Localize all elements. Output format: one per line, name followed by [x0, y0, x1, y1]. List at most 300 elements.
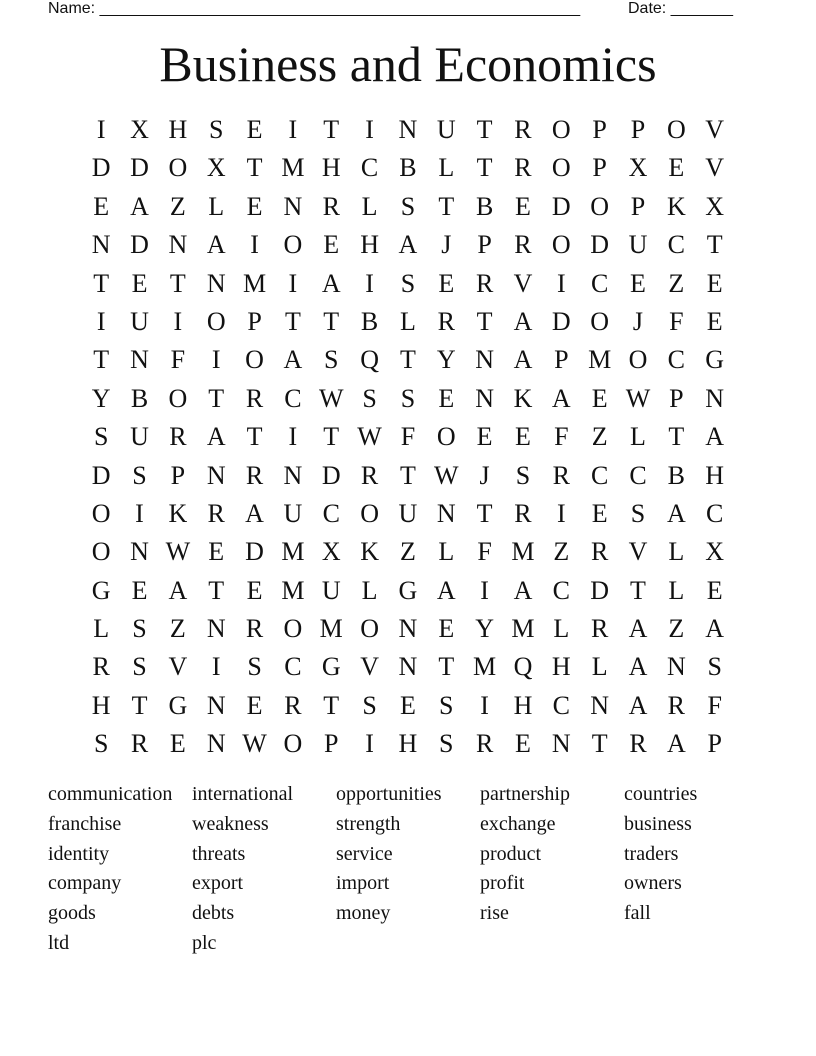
grid-letter: K — [360, 537, 379, 567]
grid-letter: A — [245, 498, 264, 528]
grid-letter: U — [436, 115, 456, 144]
grid-letter: N — [130, 345, 149, 375]
grid-letter: H — [321, 153, 341, 183]
grid-letter: P — [170, 460, 186, 490]
word-list-item: rise — [480, 902, 509, 925]
grid-letter: R — [590, 614, 609, 644]
grid-letter: T — [476, 306, 493, 336]
grid-letter: W — [165, 537, 191, 567]
date-field-label: Date: _______ — [628, 0, 733, 17]
grid-letter: L — [361, 575, 378, 605]
word-list-item: identity — [48, 842, 110, 865]
word-list-item: international — [192, 783, 294, 805]
grid-letter: O — [360, 498, 379, 528]
grid-letter: K — [168, 498, 188, 528]
grid-letter: I — [288, 422, 298, 452]
grid-letter: E — [706, 575, 723, 605]
word-list-item: product — [480, 842, 542, 865]
grid-letter: G — [321, 652, 341, 682]
grid-letter: I — [365, 115, 374, 144]
grid-letter: L — [438, 153, 455, 183]
grid-letter: E — [246, 191, 263, 221]
grid-letter: D — [130, 153, 149, 183]
grid-letter: L — [361, 191, 378, 221]
word-list-item: countries — [624, 783, 698, 805]
grid-letter: E — [438, 614, 455, 644]
page-title: Business and Economics — [159, 36, 657, 92]
grid-letter: I — [96, 115, 106, 144]
grid-letter: O — [283, 729, 303, 759]
grid-letter: R — [322, 191, 340, 221]
grid-letter: R — [514, 153, 532, 183]
word-list-item: export — [192, 872, 244, 895]
grid-letter: R — [245, 460, 264, 490]
grid-letter: T — [706, 230, 723, 260]
grid-letter: I — [480, 690, 489, 720]
grid-letter: E — [131, 575, 148, 605]
grid-letter: T — [591, 729, 608, 759]
grid-letter: T — [476, 498, 493, 528]
grid-letter: F — [170, 345, 186, 375]
grid-letter: M — [281, 153, 305, 183]
grid-letter: A — [206, 422, 226, 452]
grid-letter: Y — [436, 345, 456, 375]
grid-letter: B — [130, 383, 149, 413]
grid-letter: S — [132, 652, 147, 682]
grid-letter: T — [438, 191, 455, 221]
grid-letter: N — [206, 614, 226, 644]
grid-letter: R — [169, 422, 187, 452]
grid-letter: W — [433, 460, 459, 490]
grid-letter: E — [323, 230, 340, 260]
grid-letter: E — [476, 422, 493, 452]
grid-letter: I — [135, 498, 144, 528]
grid-letter: O — [551, 153, 571, 183]
grid-letter: J — [441, 230, 452, 260]
grid-letter: L — [208, 191, 225, 221]
grid-letter: T — [399, 460, 416, 490]
grid-letter: S — [707, 652, 722, 682]
grid-letter: M — [281, 537, 305, 567]
grid-letter: T — [208, 383, 225, 413]
grid-letter: S — [208, 115, 224, 144]
grid-letter: Z — [553, 537, 570, 567]
grid-letter: C — [667, 230, 685, 260]
grid-letter: H — [398, 729, 418, 759]
grid-letter: R — [629, 729, 647, 759]
grid-letter: P — [630, 191, 646, 221]
grid-letter: S — [400, 268, 416, 298]
grid-letter: S — [439, 690, 454, 720]
grid-letter: E — [246, 690, 263, 720]
grid-letter: V — [628, 537, 648, 567]
grid-letter: L — [630, 422, 646, 452]
grid-letter: S — [515, 460, 531, 490]
grid-letter: C — [706, 498, 724, 528]
grid-row — [82, 111, 734, 149]
letter-grid — [82, 111, 734, 764]
grid-letter: A — [666, 729, 686, 759]
grid-letter: I — [556, 498, 566, 528]
grid-letter: M — [511, 614, 535, 644]
grid-letter: R — [92, 652, 110, 682]
grid-letter: E — [515, 729, 531, 759]
grid-letter: N — [705, 383, 725, 413]
grid-letter: J — [479, 460, 490, 490]
word-list-item: traders — [624, 842, 679, 865]
grid-letter: A — [321, 268, 341, 298]
grid-letter: S — [362, 383, 377, 413]
grid-letter: O — [666, 115, 686, 144]
grid-letter: S — [400, 383, 416, 413]
grid-letter: E — [246, 575, 263, 605]
grid-letter: H — [168, 115, 188, 144]
grid-letter: X — [130, 115, 149, 144]
grid-letter: O — [206, 306, 226, 336]
grid-letter: B — [399, 153, 417, 183]
word-list-item: debts — [192, 902, 235, 925]
grid-letter: H — [705, 460, 725, 490]
grid-letter: A — [628, 652, 648, 682]
word-list-item: ltd — [48, 931, 70, 954]
grid-letter: T — [246, 422, 263, 452]
grid-letter: T — [93, 268, 110, 298]
grid-letter: P — [477, 230, 492, 260]
grid-letter: I — [556, 268, 566, 298]
grid-letter: Y — [91, 383, 111, 413]
grid-letter: S — [247, 652, 262, 682]
word-list-item: business — [624, 812, 692, 835]
grid-letter: O — [590, 306, 610, 336]
grid-letter: F — [669, 306, 684, 336]
grid-letter: T — [93, 345, 110, 375]
grid-letter: O — [436, 422, 456, 452]
grid-letter: M — [473, 652, 497, 682]
grid-letter: L — [668, 537, 685, 567]
word-list-item: plc — [192, 931, 217, 954]
grid-letter: P — [707, 729, 722, 759]
grid-letter: O — [91, 498, 111, 528]
grid-letter: M — [319, 614, 343, 644]
grid-letter: V — [705, 115, 725, 144]
word-list-item: money — [336, 902, 391, 925]
grid-letter: O — [283, 614, 303, 644]
grid-letter: Z — [399, 537, 416, 567]
grid-letter: S — [93, 729, 109, 759]
grid-letter: A — [628, 690, 648, 720]
word-list-item: strength — [336, 812, 401, 835]
word-list-item: import — [336, 872, 390, 895]
grid-letter: O — [628, 345, 648, 375]
grid-letter: E — [668, 153, 685, 183]
grid-letter: D — [590, 575, 610, 605]
grid-letter: E — [706, 268, 723, 298]
grid-letter: L — [438, 537, 455, 567]
word-list-item: exchange — [480, 812, 556, 835]
grid-letter: C — [629, 460, 647, 490]
grid-letter: U — [628, 230, 648, 260]
grid-letter: X — [705, 191, 725, 221]
grid-letter: N — [398, 652, 418, 682]
grid-row — [82, 341, 734, 379]
grid-letter: G — [91, 575, 111, 605]
grid-letter: A — [398, 230, 418, 260]
grid-letter: A — [513, 575, 533, 605]
grid-letter: V — [513, 268, 533, 298]
grid-letter: A — [206, 230, 226, 260]
grid-letter: T — [438, 652, 455, 682]
grid-row — [82, 149, 734, 187]
grid-row — [82, 533, 734, 571]
grid-letter: N — [168, 230, 188, 260]
grid-letter: E — [399, 690, 416, 720]
grid-letter: A — [705, 614, 725, 644]
grid-letter: X — [705, 537, 725, 567]
grid-letter: E — [246, 115, 263, 144]
grid-letter: E — [131, 268, 148, 298]
grid-letter: C — [360, 153, 379, 183]
grid-letter: Z — [668, 268, 685, 298]
grid-letter: C — [552, 690, 570, 720]
word-list-item: partnership — [480, 783, 570, 805]
grid-letter: I — [96, 306, 106, 336]
grid-letter: T — [323, 306, 340, 336]
grid-letter: L — [668, 575, 685, 605]
grid-letter: G — [705, 345, 725, 375]
grid-letter: W — [318, 383, 344, 413]
grid-letter: E — [208, 537, 225, 567]
grid-letter: X — [206, 153, 226, 183]
grid-letter: X — [321, 537, 341, 567]
grid-row — [82, 495, 734, 533]
grid-letter: T — [169, 268, 186, 298]
grid-letter: W — [242, 729, 267, 759]
grid-letter: M — [511, 537, 535, 567]
grid-letter: T — [668, 422, 685, 452]
grid-letter: A — [705, 422, 725, 452]
word-list-item: franchise — [48, 812, 122, 835]
grid-letter: N — [398, 115, 418, 144]
grid-letter: B — [475, 191, 494, 221]
grid-letter: N — [475, 383, 494, 413]
grid-letter: A — [130, 191, 149, 221]
grid-letter: R — [514, 230, 532, 260]
grid-letter: S — [93, 422, 109, 452]
grid-letter: X — [628, 153, 648, 183]
grid-letter: C — [284, 383, 302, 413]
grid-letter: E — [515, 422, 531, 452]
grid-letter: F — [400, 422, 416, 452]
word-list-item: communication — [48, 783, 173, 805]
word-list — [48, 780, 768, 959]
grid-letter: S — [362, 690, 377, 720]
grid-letter: M — [281, 575, 305, 605]
grid-letter: S — [400, 191, 416, 221]
grid-letter: E — [630, 268, 646, 298]
grid-letter: P — [554, 345, 569, 375]
grid-letter: P — [247, 306, 262, 336]
grid-letter: K — [666, 191, 686, 221]
grid-letter: J — [632, 306, 644, 336]
grid-letter: I — [211, 652, 221, 682]
grid-letter: H — [551, 652, 571, 682]
grid-letter: N — [206, 460, 226, 490]
grid-row — [82, 648, 734, 686]
grid-letter: D — [91, 460, 111, 490]
grid-letter: M — [242, 268, 267, 298]
grid-letter: L — [591, 652, 608, 682]
grid-letter: P — [324, 729, 339, 759]
grid-letter: N — [91, 230, 111, 260]
grid-letter: C — [552, 575, 570, 605]
grid-letter: T — [630, 575, 646, 605]
grid-letter: L — [553, 614, 570, 644]
grid-letter: F — [554, 422, 569, 452]
grid-letter: T — [323, 690, 340, 720]
grid-letter: O — [168, 153, 188, 183]
word-list-item: opportunities — [336, 783, 442, 805]
grid-letter: N — [551, 729, 571, 759]
grid-letter: I — [173, 306, 183, 336]
grid-letter: O — [283, 230, 303, 260]
grid-letter: O — [91, 537, 111, 567]
grid-letter: P — [592, 115, 607, 144]
grid-letter: I — [211, 345, 221, 375]
word-list-item: service — [336, 842, 393, 865]
grid-letter: Z — [591, 422, 608, 452]
grid-letter: A — [436, 575, 456, 605]
grid-letter: Z — [169, 191, 186, 221]
grid-letter: T — [131, 690, 148, 720]
grid-letter: A — [628, 614, 648, 644]
grid-row — [82, 572, 734, 610]
grid-letter: T — [476, 115, 493, 144]
grid-letter: D — [321, 460, 341, 490]
header — [48, 0, 748, 20]
grid-letter: S — [630, 498, 646, 528]
grid-letter: O — [590, 191, 610, 221]
grid-letter: W — [625, 383, 651, 413]
grid-letter: Z — [169, 614, 186, 644]
grid-letter: T — [323, 115, 340, 144]
grid-letter: H — [91, 690, 111, 720]
grid-letter: N — [283, 191, 303, 221]
grid-letter: I — [250, 230, 259, 260]
grid-letter: R — [437, 306, 455, 336]
grid-letter: C — [284, 652, 302, 682]
grid-row — [82, 457, 734, 495]
grid-letter: S — [132, 460, 147, 490]
grid-letter: H — [360, 230, 379, 260]
grid-letter: L — [399, 306, 416, 336]
grid-letter: E — [438, 268, 455, 298]
grid-row — [82, 418, 734, 456]
grid-row — [82, 380, 734, 418]
grid-letter: R — [130, 729, 149, 759]
grid-letter: O — [245, 345, 264, 375]
grid-letter: D — [245, 537, 264, 567]
grid-letter: N — [283, 460, 303, 490]
grid-letter: P — [592, 153, 607, 183]
grid-letter: N — [666, 652, 686, 682]
grid-row — [82, 725, 734, 763]
grid-letter: G — [398, 575, 418, 605]
grid-row — [82, 226, 734, 264]
grid-letter: T — [246, 153, 263, 183]
grid-letter: N — [475, 345, 494, 375]
grid-letter: U — [283, 498, 303, 528]
grid-letter: W — [357, 422, 382, 452]
word-list-item: threats — [192, 842, 246, 865]
grid-letter: A — [513, 306, 533, 336]
grid-letter: Y — [475, 614, 494, 644]
grid-letter: I — [480, 575, 489, 605]
grid-letter: M — [588, 345, 612, 375]
grid-letter: B — [667, 460, 685, 490]
grid-letter: V — [168, 652, 188, 682]
grid-letter: N — [206, 690, 226, 720]
grid-row — [82, 687, 734, 725]
grid-letter: Q — [360, 345, 379, 375]
grid-letter: B — [360, 306, 379, 336]
grid-letter: R — [667, 690, 685, 720]
grid-letter: A — [168, 575, 188, 605]
grid-letter: N — [398, 614, 418, 644]
word-list-item: weakness — [192, 812, 269, 835]
name-field-label: Name: ______________________________________________________ — [48, 0, 581, 17]
grid-letter: U — [321, 575, 341, 605]
grid-letter: U — [398, 498, 418, 528]
grid-letter: R — [207, 498, 225, 528]
grid-letter: O — [551, 115, 571, 144]
grid-letter: I — [288, 268, 298, 298]
grid-letter: E — [706, 306, 723, 336]
grid-letter: R — [475, 268, 494, 298]
grid-letter: F — [477, 537, 492, 567]
word-list-item: fall — [624, 902, 651, 925]
grid-letter: D — [590, 230, 610, 260]
grid-row — [82, 610, 734, 648]
grid-row — [82, 303, 734, 341]
grid-letter: E — [591, 383, 608, 413]
grid-letter: A — [666, 498, 686, 528]
grid-letter: O — [168, 383, 188, 413]
word-list-item: goods — [48, 902, 96, 925]
grid-letter: Z — [668, 614, 685, 644]
grid-letter: D — [91, 153, 111, 183]
word-list-item: company — [48, 872, 122, 895]
grid-letter: S — [132, 614, 147, 644]
grid-letter: R — [514, 498, 532, 528]
grid-letter: K — [513, 383, 533, 413]
grid-letter: V — [360, 652, 379, 682]
grid-letter: C — [590, 268, 609, 298]
grid-letter: R — [284, 690, 302, 720]
grid-letter: N — [130, 537, 149, 567]
grid-letter: R — [245, 614, 264, 644]
grid-letter: N — [590, 690, 610, 720]
grid-letter: D — [130, 230, 149, 260]
grid-row — [82, 188, 734, 226]
grid-letter: U — [130, 306, 149, 336]
grid-letter: C — [590, 460, 609, 490]
grid-letter: E — [438, 383, 455, 413]
grid-letter: T — [284, 306, 301, 336]
grid-letter: N — [436, 498, 456, 528]
grid-letter: D — [551, 306, 571, 336]
grid-letter: A — [551, 383, 571, 413]
grid-letter: E — [515, 191, 531, 221]
